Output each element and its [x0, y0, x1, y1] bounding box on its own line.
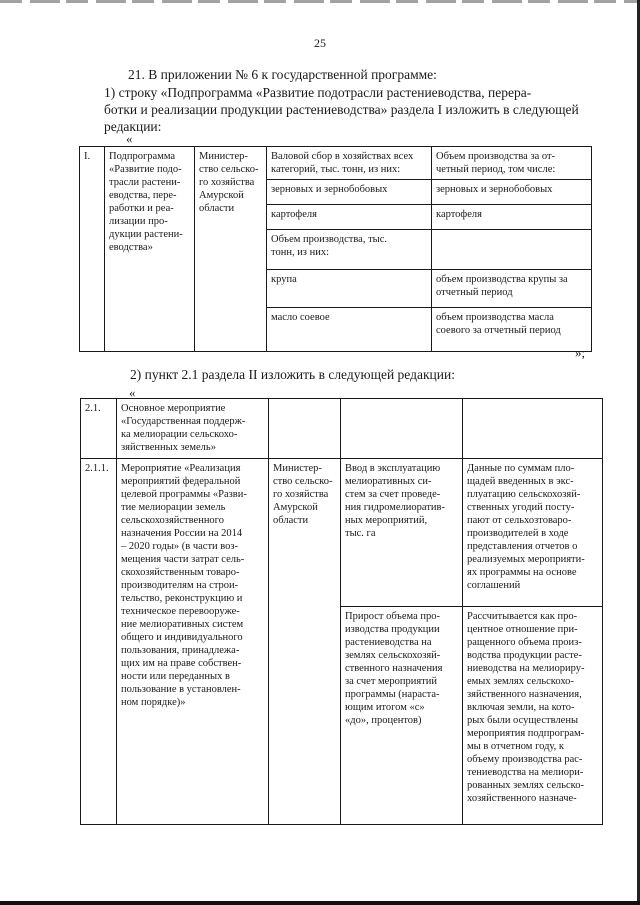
- description-cell: объем производства крупы за отчетный период: [432, 270, 592, 308]
- description-cell: Рассчитывается как про- центное отношение при- ращенного объема произ- водства продукции расте- ниеводства на мелиориру- емых землях сельскохо- зяйственного назначения, включая земли, на кото- рых были осуществлены мероприятия подпрограм- мы в отчетном году, к объему производства рас- тениеводства на мелиори- рованных землях сельско- хозяйственного назначе-: [463, 607, 603, 825]
- measure-name: Мероприятие «Реализация мероприятий федеральной целевой программы «Разви- тие мелиорации земель сельскохозяйственного назначения России на 2014 – 2020 годы» (в части воз- мещения части затрат сель- скохозяйственным товаро- производителям на строи- тельство, реконструкцию и техническое перевооруже- ние мелиоративных систем общего и индивидуального пользования, принадлежа- щих им на праве собствен- ности или переданных в пользование в установлен- ном порядке)»: [117, 459, 269, 825]
- scan-edge-bottom: [0, 901, 640, 905]
- indicator-cell: картофеля: [267, 205, 432, 230]
- indicator-cell: Объем производства, тыс. тонн, из них:: [267, 230, 432, 270]
- indicator-cell: зерновых и зернобобовых: [267, 180, 432, 205]
- empty-cell: [341, 399, 463, 459]
- table-row: [81, 459, 603, 607]
- empty-cell: [269, 399, 341, 459]
- subprogram-name: Подпрограмма «Развитие подо- трасли растени- еводства, пере- работки и реа- лизации про- дукции растени- еводства»: [105, 147, 195, 352]
- description-cell: [432, 230, 592, 270]
- opening-quote-mark: «: [126, 131, 133, 146]
- row-number: 2.1.: [81, 399, 117, 459]
- description-cell: зерновых и зернобобовых: [432, 180, 592, 205]
- indicator-cell: Ввод в эксплуатацию мелиоративных си- стем за счет проведе- ния гидромелиоратив- ных мероприятий, тыс. га: [341, 459, 463, 607]
- indicator-cell: Валовой сбор в хозяйствах всех категорий, тыс. тонн, из них:: [267, 147, 432, 180]
- paragraph-item-2: 2) пункт 2.1 раздела II изложить в следующей редакции:: [130, 367, 455, 382]
- main-measure-name: Основное мероприятие «Государственная поддерж- ка мелиорации сельскохо- зяйственных земель»: [117, 399, 269, 459]
- paragraph-21: 21. В приложении № 6 к государственной программе:: [128, 67, 437, 82]
- description-cell: картофеля: [432, 205, 592, 230]
- table-row: [80, 147, 592, 180]
- indicator-cell: масло соевое: [267, 308, 432, 352]
- paragraph-item-1: [104, 84, 582, 135]
- paragraph-item-1-line: 1) строку «Подпрограмма «Развитие подотрасли растениеводства, перера-: [104, 85, 532, 100]
- row-number: I.: [80, 147, 105, 352]
- table-row: [81, 399, 603, 459]
- empty-cell: [463, 399, 603, 459]
- measures-table: [80, 398, 603, 825]
- subprogram-table: [79, 146, 592, 352]
- responsible-org: Министер- ство сельско- го хозяйства Амурской области: [269, 459, 341, 825]
- opening-quote-mark: «: [129, 385, 136, 400]
- paragraph-item-1-line: редакции:: [104, 119, 162, 134]
- page-number: 25: [314, 36, 326, 50]
- scan-edge-top: [0, 0, 640, 3]
- indicator-cell: крупа: [267, 270, 432, 308]
- closing-quote-mark: »;: [575, 345, 586, 360]
- paragraph-item-1-line: ботки и реализации продукции растениеводства» раздела I изложить в следующей: [104, 102, 579, 117]
- responsible-org: Министер- ство сельско- го хозяйства Амурской области: [195, 147, 267, 352]
- description-cell: объем производства масла соевого за отчетный период: [432, 308, 592, 352]
- description-cell: Данные по суммам пло- щадей введенных в экс- плуатацию сельскохозяй- ственных угодий посту- пают от сельхозтоваро- производителей в ходе представления отчетов о реализуемых мероприяти- ях программы на основе соглашений: [463, 459, 603, 607]
- description-cell: Объем производства за от- четный период, том числе:: [432, 147, 592, 180]
- row-number: 2.1.1.: [81, 459, 117, 825]
- indicator-cell: Прирост объема про- изводства продукции растениеводства на землях сельскохозяй- ственного назначения за счет мероприятий программы (нараста- ющим итогом «с» «до», процентов): [341, 607, 463, 825]
